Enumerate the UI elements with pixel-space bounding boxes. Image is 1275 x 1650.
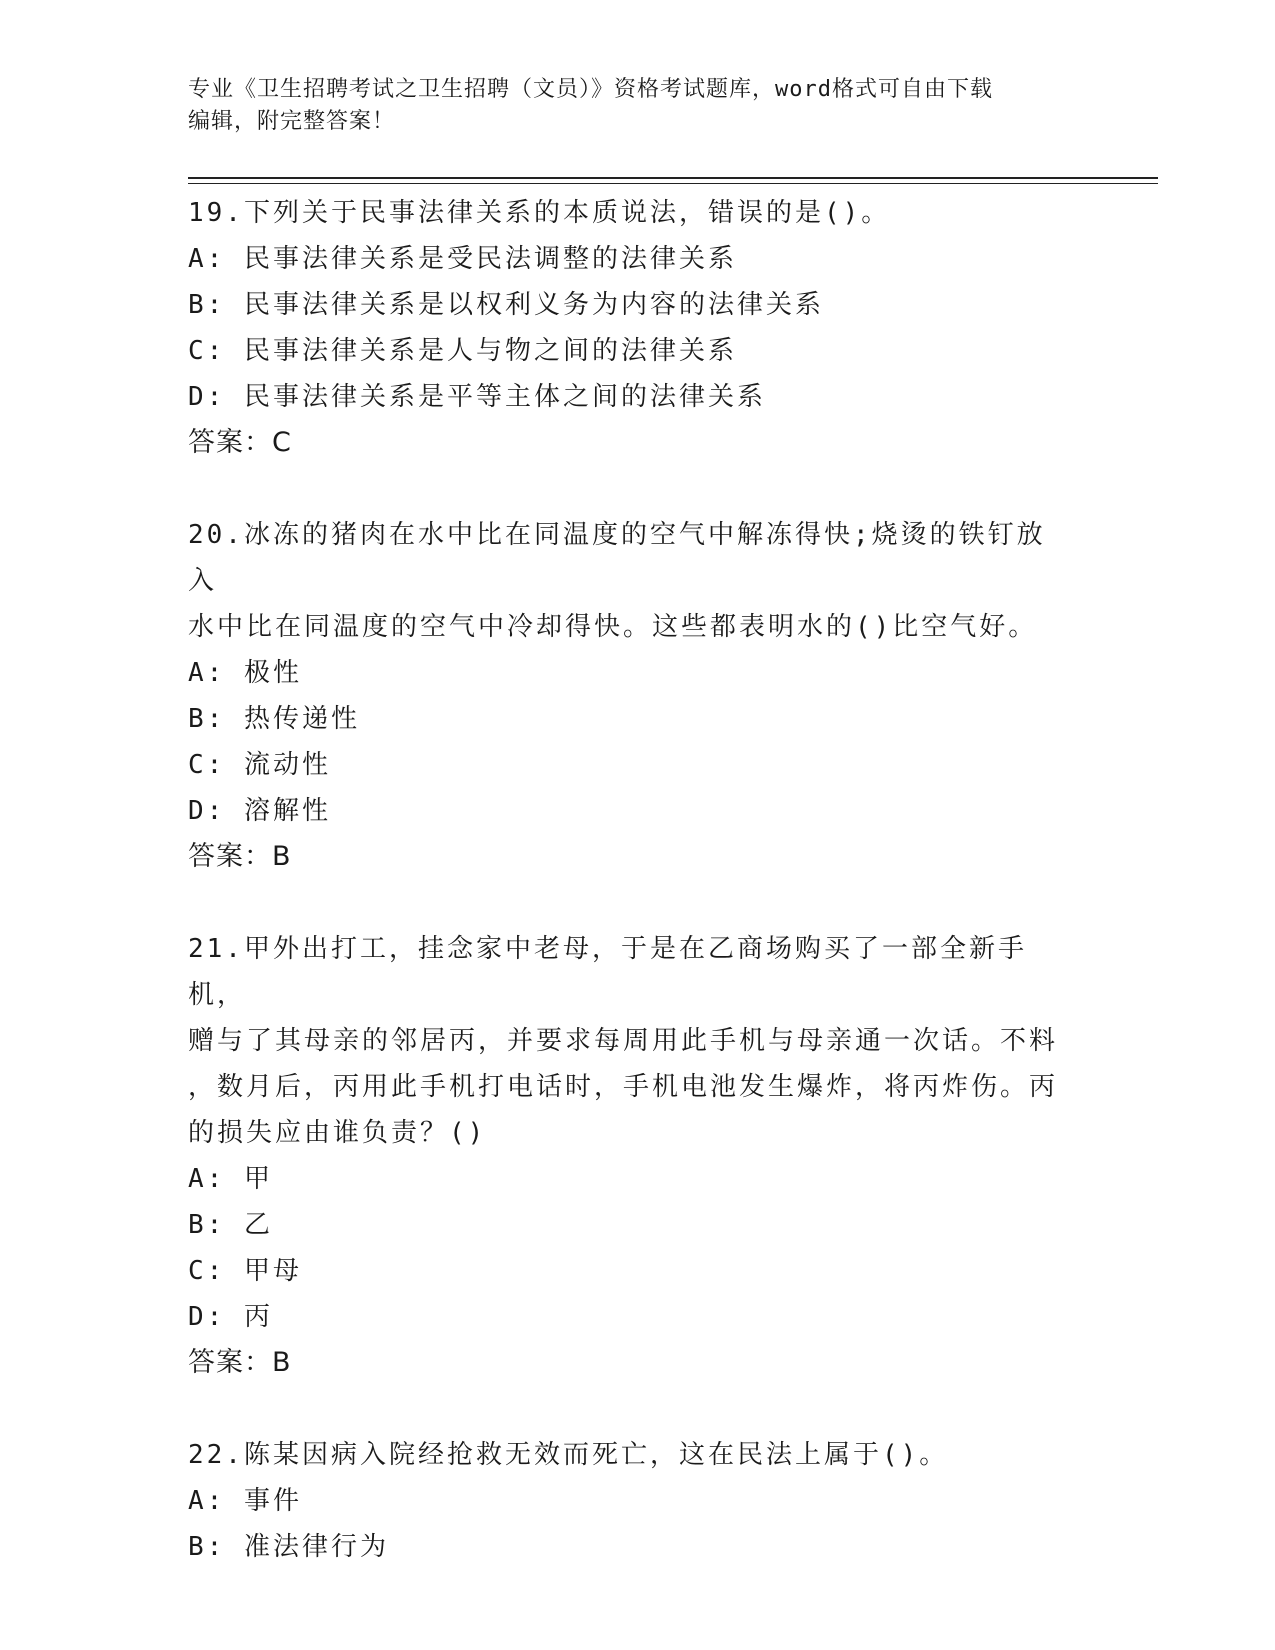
question-20 xyxy=(188,512,1068,880)
option-letter: C: xyxy=(188,750,226,780)
option-letter: A: xyxy=(188,658,226,688)
option-letter: C: xyxy=(188,1256,226,1286)
option-text: 民事法律关系是平等主体之间的法律关系 xyxy=(243,382,766,412)
option-c xyxy=(188,328,1068,374)
option-d xyxy=(188,1294,1068,1340)
option-b xyxy=(188,1202,1068,1248)
question-gap xyxy=(188,1386,1068,1432)
option-letter: D: xyxy=(188,796,226,826)
option-letter: A: xyxy=(188,1164,226,1194)
option-text: 事件 xyxy=(243,1486,302,1516)
option-letter: B: xyxy=(188,704,226,734)
header-line-2: 编辑，附完整答案！ xyxy=(188,109,396,134)
option-a xyxy=(188,1156,1068,1202)
option-text: 甲 xyxy=(243,1164,273,1194)
question-stem-line: ，数月后，丙用此手机打电话时，手机电池发生爆炸，将丙炸伤。丙 xyxy=(188,1072,1059,1102)
question-22 xyxy=(188,1432,1068,1570)
option-a xyxy=(188,1478,1068,1524)
option-c xyxy=(188,742,1068,788)
answer-line: 答案：C xyxy=(188,427,292,458)
document-header xyxy=(188,74,1068,138)
question-stem-line: 21.甲外出打工，挂念家中老母，于是在乙商场购买了一部全新手机， xyxy=(188,934,1027,1010)
option-letter: C: xyxy=(188,336,226,366)
option-text: 民事法律关系是以权利义务为内容的法律关系 xyxy=(243,290,824,320)
option-letter: A: xyxy=(188,1486,226,1516)
question-stem-line: 水中比在同温度的空气中冷却得快。这些都表明水的()比空气好。 xyxy=(188,612,1038,642)
option-d xyxy=(188,374,1068,420)
question-stem-line: 赠与了其母亲的邻居丙，并要求每周用此手机与母亲通一次话。不料 xyxy=(188,1026,1059,1056)
question-list xyxy=(188,190,1068,1570)
option-text: 流动性 xyxy=(243,750,331,780)
option-b xyxy=(188,1524,1068,1570)
answer-line: 答案：B xyxy=(188,841,292,872)
option-c xyxy=(188,1248,1068,1294)
option-letter: B: xyxy=(188,1532,226,1562)
option-letter: D: xyxy=(188,1302,226,1332)
header-rule-thick xyxy=(188,177,1158,179)
question-stem-line: 19.下列关于民事法律关系的本质说法，错误的是()。 xyxy=(188,198,891,228)
question-stem-line: 的损失应由谁负责？() xyxy=(188,1118,487,1148)
option-text: 准法律行为 xyxy=(243,1532,389,1562)
answer-line: 答案：B xyxy=(188,1347,292,1378)
question-stem-line: 22.陈某因病入院经抢救无效而死亡，这在民法上属于()。 xyxy=(188,1440,949,1470)
header-rule-thin xyxy=(188,183,1158,184)
question-19 xyxy=(188,190,1068,466)
option-text: 溶解性 xyxy=(243,796,331,826)
option-b xyxy=(188,696,1068,742)
header-line-1: 专业《卫生招聘考试之卫生招聘（文员）》资格考试题库，word格式可自由下载 xyxy=(188,77,993,102)
option-text: 民事法律关系是受民法调整的法律关系 xyxy=(243,244,737,274)
option-text: 热传递性 xyxy=(243,704,360,734)
option-text: 甲母 xyxy=(243,1256,302,1286)
option-text: 极性 xyxy=(243,658,302,688)
option-d xyxy=(188,788,1068,834)
option-letter: B: xyxy=(188,1210,226,1240)
option-text: 民事法律关系是人与物之间的法律关系 xyxy=(243,336,737,366)
option-text: 乙 xyxy=(243,1210,273,1240)
option-a xyxy=(188,236,1068,282)
option-a xyxy=(188,650,1068,696)
question-21 xyxy=(188,926,1068,1386)
option-text: 丙 xyxy=(243,1302,273,1332)
option-letter: D: xyxy=(188,382,226,412)
option-letter: A: xyxy=(188,244,226,274)
option-b xyxy=(188,282,1068,328)
question-gap xyxy=(188,880,1068,926)
option-letter: B: xyxy=(188,290,226,320)
question-stem-line: 20.冰冻的猪肉在水中比在同温度的空气中解冻得快;烧烫的铁钉放入 xyxy=(188,520,1046,596)
question-gap xyxy=(188,466,1068,512)
